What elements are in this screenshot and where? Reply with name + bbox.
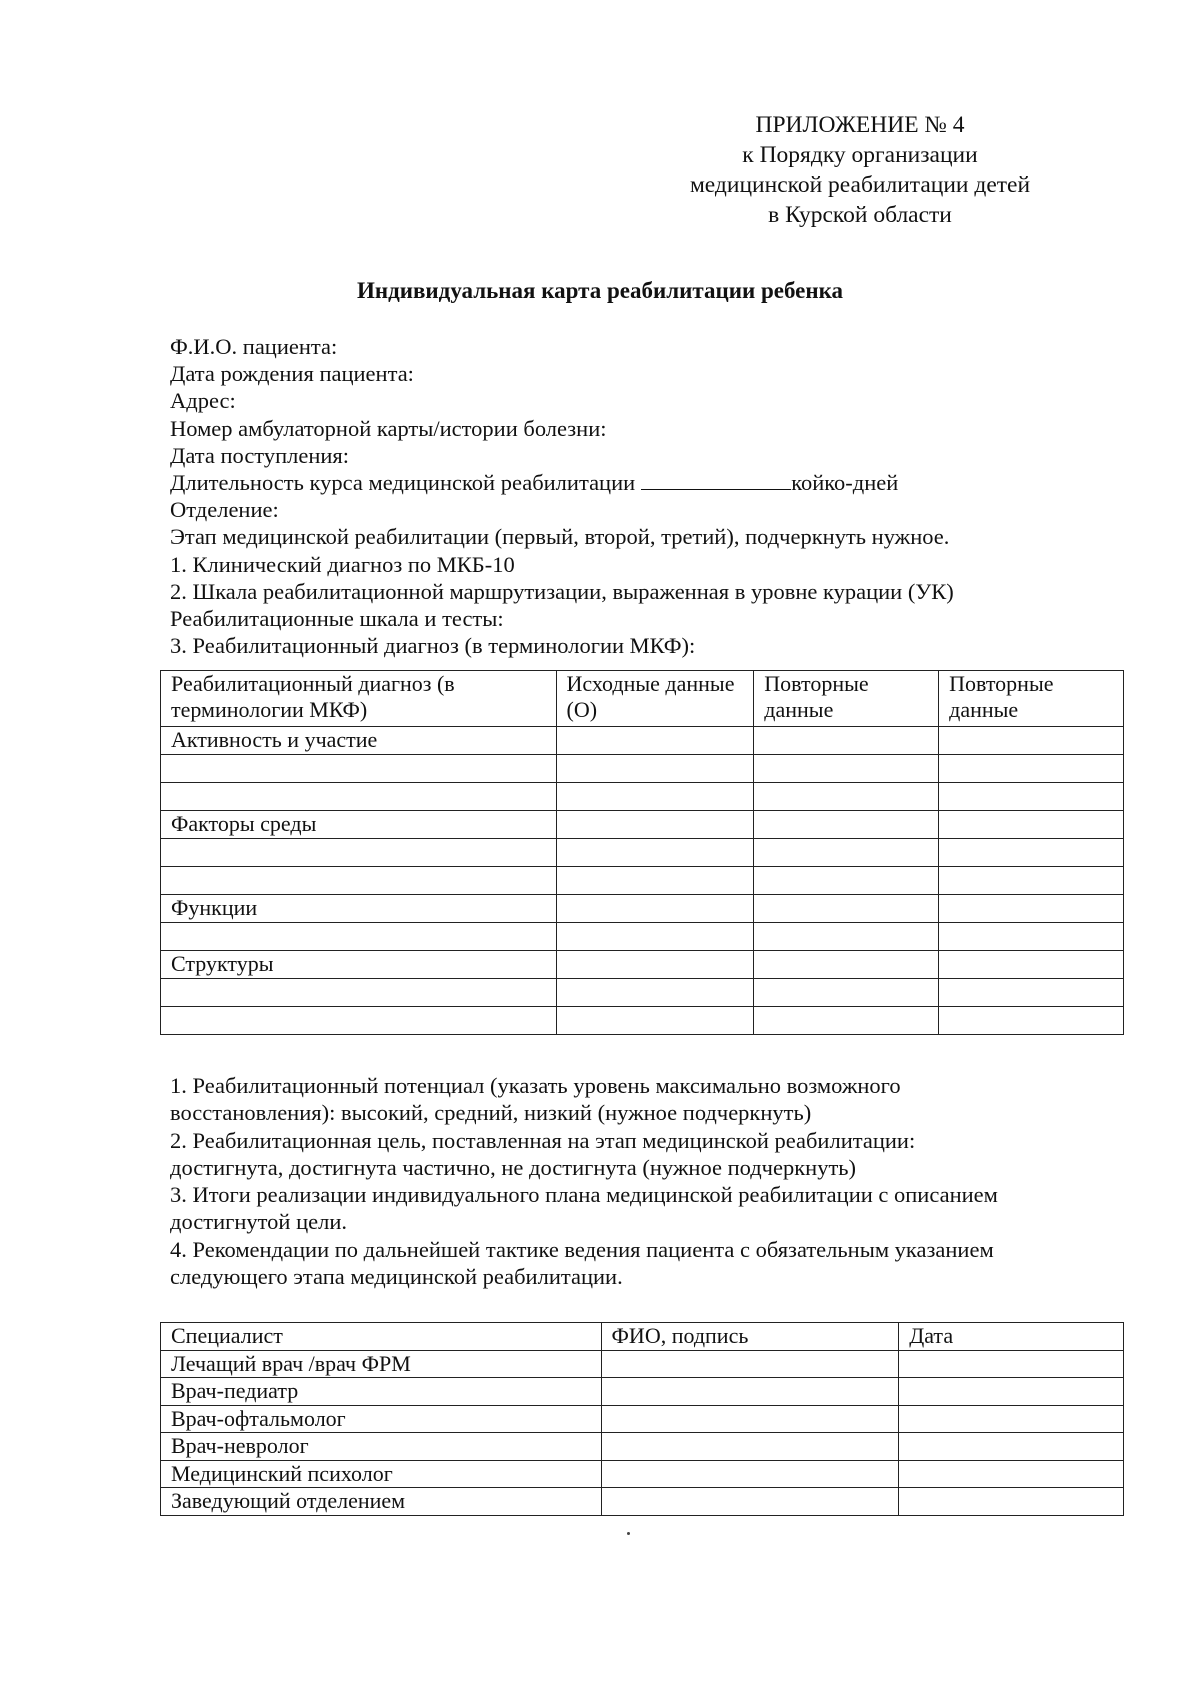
row-label[interactable]	[161, 979, 557, 1007]
row-label: Структуры	[161, 951, 557, 979]
input-cell[interactable]	[754, 839, 939, 867]
field-clinical-diagnosis: 1. Клинический диагноз по МКБ-10	[170, 551, 515, 577]
row-label[interactable]	[161, 867, 557, 895]
table-row	[161, 867, 1124, 895]
row-label[interactable]	[161, 783, 557, 811]
input-cell[interactable]	[754, 923, 939, 951]
signature-cell[interactable]	[601, 1433, 899, 1461]
conclusion-line: 1. Реабилитационный потенциал (указать уровень максимально возможного	[170, 1073, 901, 1098]
signature-cell[interactable]	[601, 1405, 899, 1433]
appendix-header	[650, 110, 1070, 230]
input-cell[interactable]	[754, 727, 939, 755]
conclusion-line: следующего этапа медицинской реабилитации.	[170, 1264, 623, 1290]
input-cell[interactable]	[939, 755, 1124, 783]
specialist-header-cell: Специалист	[161, 1323, 602, 1351]
table-row	[161, 979, 1124, 1007]
date-cell[interactable]	[899, 1460, 1124, 1488]
table-row	[161, 811, 1124, 839]
table-row	[161, 783, 1124, 811]
row-label: Функции	[161, 895, 557, 923]
conclusion-line: достигнута, достигнута частично, не достигнута (нужное подчеркнуть)	[170, 1154, 857, 1180]
signature-cell[interactable]	[601, 1378, 899, 1406]
field-admission-date: Дата поступления:	[170, 442, 350, 468]
field-scales-tests: Реабилитационные шкала и тесты:	[170, 606, 504, 632]
specialist-header-cell: Дата	[899, 1323, 1124, 1351]
table-row	[161, 951, 1124, 979]
specialist-name: Врач-невролог	[161, 1433, 602, 1461]
input-cell[interactable]	[556, 867, 754, 895]
conclusion-line: 2. Реабилитационная цель, поставленная на этап медицинской реабилитации:	[170, 1127, 916, 1153]
input-cell[interactable]	[939, 951, 1124, 979]
specialist-name: Медицинский психолог	[161, 1460, 602, 1488]
input-cell[interactable]	[754, 979, 939, 1007]
diagnosis-header-cell: Реабилитационный диагноз (в терминологии МКФ)	[161, 671, 557, 727]
input-cell[interactable]	[556, 895, 754, 923]
field-address: Адрес:	[170, 388, 236, 414]
diagnosis-header-cell: Повторные данные	[939, 671, 1124, 727]
input-cell[interactable]	[939, 895, 1124, 923]
specialist-header-cell: ФИО, подпись	[601, 1323, 899, 1351]
input-cell[interactable]	[556, 755, 754, 783]
appendix-line: в Курской области	[768, 202, 952, 228]
diagnosis-header-cell: Повторные данные	[754, 671, 939, 727]
input-cell[interactable]	[556, 727, 754, 755]
input-cell[interactable]	[754, 867, 939, 895]
input-cell[interactable]	[939, 923, 1124, 951]
duration-unit: койко-дней	[791, 470, 899, 496]
conclusion-line: 3. Итоги реализации индивидуального плана медицинской реабилитации с описанием	[170, 1182, 998, 1208]
field-department: Отделение:	[170, 497, 279, 523]
table-row	[161, 1378, 1124, 1406]
table-row	[161, 839, 1124, 867]
duration-label: Длительность курса медицинской реабилитации	[170, 470, 636, 496]
duration-blank-line[interactable]	[641, 471, 791, 490]
input-cell[interactable]	[754, 783, 939, 811]
specialist-name: Лечащий врач /врач ФРМ	[161, 1350, 602, 1378]
table-row	[161, 895, 1124, 923]
date-cell[interactable]	[899, 1378, 1124, 1406]
input-cell[interactable]	[556, 811, 754, 839]
conclusions-section	[170, 1072, 1090, 1290]
table-row	[161, 1460, 1124, 1488]
input-cell[interactable]	[556, 951, 754, 979]
specialist-header-row	[161, 1323, 1124, 1351]
signature-cell[interactable]	[601, 1350, 899, 1378]
field-record-number: Номер амбулаторной карты/истории болезни:	[170, 415, 607, 441]
input-cell[interactable]	[939, 867, 1124, 895]
input-cell[interactable]	[754, 1007, 939, 1035]
specialist-table	[160, 1322, 1124, 1516]
document-title: Индивидуальная карта реабилитации ребенка	[356, 278, 844, 303]
table-row	[161, 1007, 1124, 1035]
input-cell[interactable]	[939, 979, 1124, 1007]
field-patient-name: Ф.И.О. пациента:	[170, 334, 338, 359]
field-duration	[170, 469, 1070, 496]
field-stage: Этап медицинской реабилитации (первый, второй, третий), подчеркнуть нужное.	[170, 524, 950, 550]
row-label[interactable]	[161, 755, 557, 783]
input-cell[interactable]	[754, 755, 939, 783]
table-row	[161, 755, 1124, 783]
signature-cell[interactable]	[601, 1488, 899, 1516]
specialist-name: Врач-офтальмолог	[161, 1405, 602, 1433]
diagnosis-header-row	[161, 671, 1124, 727]
conclusion-line: восстановления): высокий, средний, низкий (нужное подчеркнуть)	[170, 1100, 812, 1126]
patient-fields	[170, 333, 1070, 659]
input-cell[interactable]	[754, 811, 939, 839]
field-routing-scale: 2. Шкала реабилитационной маршрутизации, выраженная в уровне курации (УК)	[170, 578, 954, 604]
date-cell[interactable]	[899, 1433, 1124, 1461]
date-cell[interactable]	[899, 1488, 1124, 1516]
diagnosis-table	[160, 670, 1124, 1035]
date-cell[interactable]	[899, 1350, 1124, 1378]
date-cell[interactable]	[899, 1405, 1124, 1433]
row-label: Активность и участие	[161, 727, 557, 755]
table-row	[161, 1488, 1124, 1516]
input-cell[interactable]	[754, 951, 939, 979]
table-row	[161, 1405, 1124, 1433]
input-cell[interactable]	[556, 783, 754, 811]
table-row	[161, 1433, 1124, 1461]
input-cell[interactable]	[556, 979, 754, 1007]
row-label[interactable]	[161, 1007, 557, 1035]
table-row	[161, 923, 1124, 951]
input-cell[interactable]	[754, 895, 939, 923]
conclusion-line: достигнутой цели.	[170, 1209, 348, 1235]
field-rehab-diagnosis: 3. Реабилитационный диагноз (в терминологии МКФ):	[170, 633, 696, 659]
input-cell[interactable]	[939, 1007, 1124, 1035]
specialist-name: Врач-педиатр	[161, 1378, 602, 1406]
appendix-line: к Порядку организации	[742, 142, 978, 168]
specialist-name: Заведующий отделением	[161, 1488, 602, 1516]
row-label: Факторы среды	[161, 811, 557, 839]
row-label[interactable]	[161, 839, 557, 867]
table-row	[161, 1350, 1124, 1378]
signature-cell[interactable]	[601, 1460, 899, 1488]
appendix-line: медицинской реабилитации детей	[689, 172, 1031, 198]
table-row	[161, 727, 1124, 755]
appendix-line: ПРИЛОЖЕНИЕ № 4	[755, 112, 965, 138]
input-cell[interactable]	[939, 727, 1124, 755]
scan-speck	[627, 1532, 630, 1535]
input-cell[interactable]	[556, 1007, 754, 1035]
input-cell[interactable]	[939, 811, 1124, 839]
input-cell[interactable]	[939, 839, 1124, 867]
field-birth-date: Дата рождения пациента:	[170, 361, 414, 387]
input-cell[interactable]	[556, 839, 754, 867]
input-cell[interactable]	[556, 923, 754, 951]
row-label[interactable]	[161, 923, 557, 951]
diagnosis-header-cell: Исходные данные (О)	[556, 671, 754, 727]
input-cell[interactable]	[939, 783, 1124, 811]
conclusion-line: 4. Рекомендации по дальнейшей тактике ведения пациента с обязательным указанием	[170, 1236, 994, 1262]
